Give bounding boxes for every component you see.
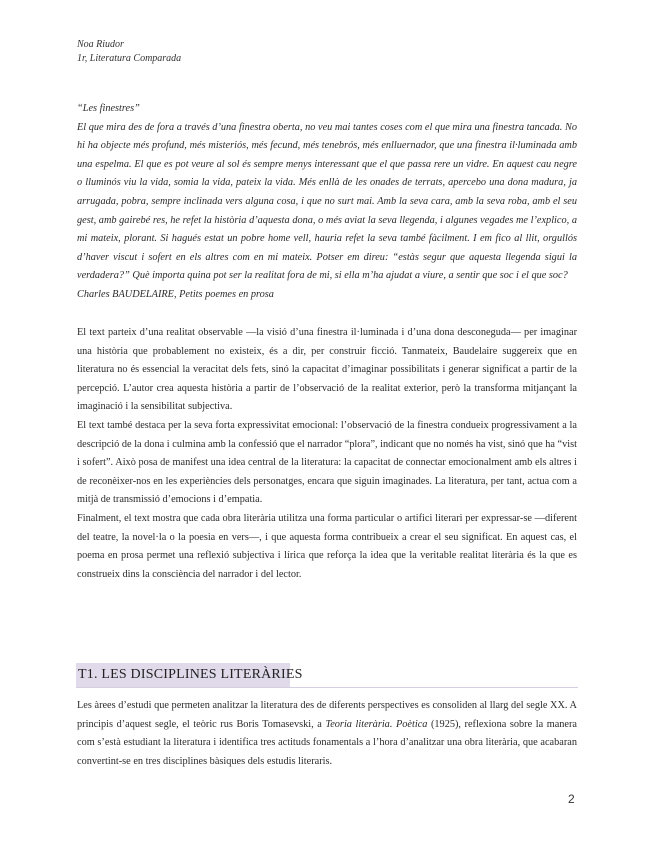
body-paragraph-3: Finalment, el text mostra que cada obra literària utilitza una forma particular o artifici literari per expressar-se —diferent del teatre, la novel·la o la poesia en vers—, i que aquesta forma contribueix a crear el seu significat. En aquest cas, el poema en prosa permet una reflexió subjectiva i lírica que reforça la idea que la veritable realitat literària és la que es construeix dins la consciència del narrador i del lector. (77, 513, 577, 580)
quote-title: “Les finestres” (77, 103, 140, 114)
section-paragraph (77, 697, 577, 771)
book-title: Teoria literària. Poètica (325, 718, 428, 730)
page-number: 2 (568, 792, 575, 806)
header-author: Noa Riudor (77, 39, 124, 50)
quote-attribution: Charles BAUDELAIRE, Petits poemes en prosa (77, 288, 274, 300)
section-heading: T1. LES DISCIPLINES LITERÀRIES (76, 663, 290, 687)
heading-divider (76, 687, 578, 688)
body-paragraph-1: El text parteix d’una realitat observable —la visió d’una finestra il·luminada i d’una dona desconeguda— per imaginar una història que probablement no existeix, és a dir, per construir ficció. Tanmateix, Baudelaire suggereix que en literatura no és essencial la veracitat dels fets, sinó la capacitat d’imaginar possibilitats i generar significat a partir de la percepció. L’autor crea aquesta història a partir de l’observació de la realitat exterior, però la transforma mitjançant la imaginació i la sensibilitat subjectiva. (77, 327, 577, 413)
quote-text: El que mira des de fora a través d’una finestra oberta, no veu mai tantes coses com el que mira una finestra tancada. No hi ha objecte més profund, més misteriós, més fecund, més tenebrós, més enlluernador, que una finestra il·luminada amb una espelma. El que es pot veure al sol és sempre menys interessant que el que passa rere un vidre. En aquest cau negre o lluminós viu la vida, somia la vida, pateix la vida. Més enllà de les onades de terrats, apercebo una dona madura, ja arrugada, pobra, sempre inclinada vers alguna cosa, i que no surt mai. Amb la seva cara, amb la seva roba, amb el seu gest, amb gairebé res, he refet la història d’aquesta dona, o més aviat la seva llegenda, i algunes vegades me l’explico, a mi mateix, plorant. Si hagués estat un pobre home vell, hauria refet la seva també fàcilment. I em fico al llit, orgullós d’haver viscut i sofert en els altres com en mi mateix. Potser em direu: “estàs segur que aquesta llegenda sigui la verdadera?” Què importa quina pot ser la realitat fora de mi, si ella m’ha ajudat a viure, a sentir que soc i el que soc? (77, 121, 577, 282)
section-text-end: (1925), reflexiona sobre la manera com s’està estudiant la literatura i identifica tres actituds fonamentals a l’hora d’analitzar una obra literària, que acabaran convertint-se en tres disciplines bàsiques dels estudis literaris. (77, 718, 577, 767)
header-course: 1r, Literatura Comparada (77, 53, 182, 64)
body-paragraph-2: El text també destaca per la seva forta expressivitat emocional: l’observació de la finestra condueix progressivament a la descripció de la dona i culmina amb la confessió que el narrador “plora”, indicant que no només ha vist, sinó que ha “vist i sofert”. Això posa de manifest una idea central de la literatura: la capacitat de connectar emocionalment amb els altres i de reconèixer-nos en les experiències dels personatges, encara que siguin imaginades. La literatura, per tant, actua com a mitjà de transmissió d’emocions i d’empatia. (77, 420, 577, 506)
quoted-poem (77, 100, 577, 305)
page-header (77, 38, 181, 66)
section-text-start: Les àrees d’estudi que permeten analitzar la literatura des de diferents perspectives es consoliden al llarg del segle XX. A principis d’aquest segle, el teòric rus Boris Tomasevski, a (77, 700, 577, 730)
